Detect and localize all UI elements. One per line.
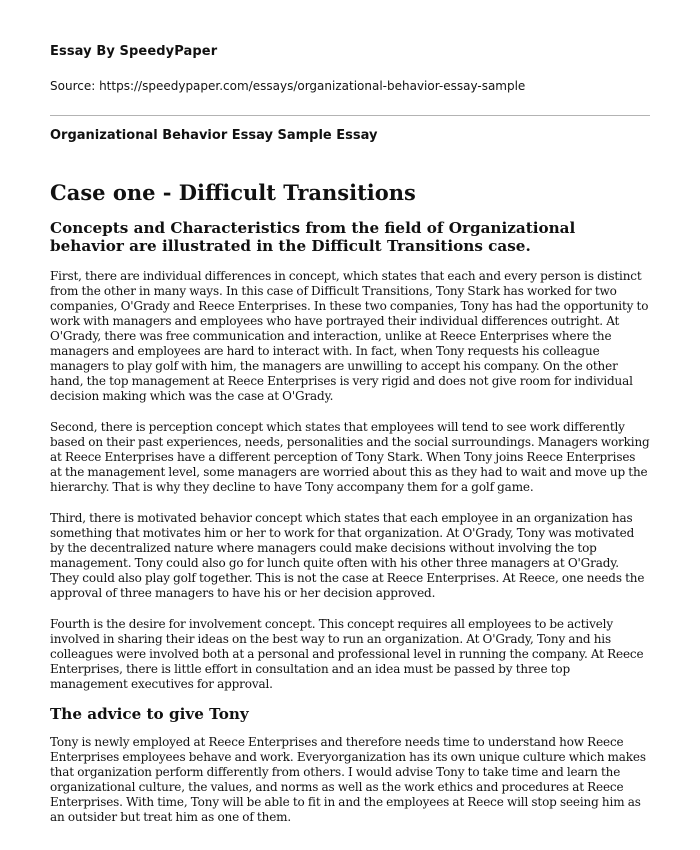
paragraph-individual-differences: First, there are individual differences in concept, which states that each and every person is distinct from the other in many ways. In this case of Difficult Transitions, Tony Stark has worked for two companies, O'Grady and Reece Enterprises. In these two companies, Tony has had the opportunity to work with managers and employees who have portrayed their individual differences outright. At O'Grady, there was free communication and interaction, unlike at Reece Enterprises where the managers and employees are hard to interact with. In fact, when Tony requests his colleague managers to play golf with him, the managers are unwilling to accept his company. On the other hand, the top management at Reece Enterprises is very rigid and does not give room for individual decision making which was the case at O'Grady. bbox=[50, 269, 649, 403]
advice-heading: The advice to give Tony bbox=[50, 705, 249, 723]
concepts-subheading: Concepts and Characteristics from the field of Organizational behavior are illustrated in the Difficult Transitions case. bbox=[50, 219, 576, 255]
paragraph-perception: Second, there is perception concept which states that employees will tend to see work differently based on their past experiences, needs, personalities and the social surroundings. Managers working at Reece Enterprises have a different perception of Tony Stark. When Tony joins Reece Enterprises at the management level, some managers are worried about this as they had to wait and move up the hierarchy. That is why they decline to have Tony accompany them for a golf game. bbox=[50, 420, 650, 494]
document-title: Organizational Behavior Essay Sample Essay bbox=[50, 128, 378, 143]
article-title: Case one - Difficult Transitions bbox=[50, 180, 416, 205]
brand-line: Essay By SpeedyPaper bbox=[50, 44, 218, 59]
paragraph-advice: Tony is newly employed at Reece Enterprises and therefore needs time to understand how Reece Enterprises employees behave and work. Everyorganization has its own unique culture which makes that organization perform differently from others. I would advise Tony to take time and learn the organizational culture, the values, and norms as well as the work ethics and procedures at Reece Enterprises. With time, Tony will be able to fit in and the employees at Reece will stop seeing him as an outsider but treat him as one of them. bbox=[50, 735, 646, 824]
document-header bbox=[50, 0, 650, 143]
source-line: Source: https://speedypaper.com/essays/organizational-behavior-essay-sample bbox=[50, 79, 526, 93]
paragraph-motivated-behavior: Third, there is motivated behavior concept which states that each employee in an organization has something that motivates him or her to work for that organization. At O'Grady, Tony was motivated by the decentralized nature where managers could make decisions without involving the top management. Tony could also go for lunch quite often with his other three managers at O'Grady. They could also play golf together. This is not the case at Reece Enterprises. At Reece, one needs the approval of three managers to have his or her decision approved. bbox=[50, 511, 645, 600]
paragraph-involvement: Fourth is the desire for involvement concept. This concept requires all employees to be actively involved in sharing their ideas on the best way to run an organization. At O'Grady, Tony and his colleagues were involved both at a personal and professional level in running the company. At Reece Enterprises, there is little effort in consultation and an idea must be passed by three top management executives for approval. bbox=[50, 617, 644, 691]
article-body bbox=[50, 181, 650, 825]
header-divider bbox=[50, 115, 650, 116]
